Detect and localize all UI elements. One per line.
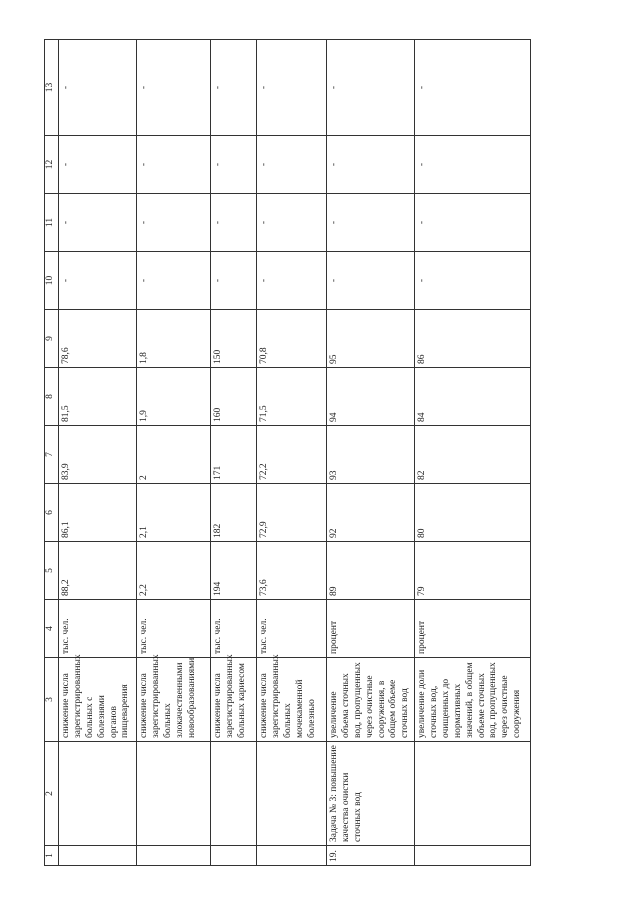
value-cell: 86,1 [59,484,137,542]
value-cell: - [327,194,415,252]
value-cell: 92 [327,484,415,542]
unit: тыс. чел. [137,600,211,658]
value-cell: - [327,252,415,310]
task-name [257,742,327,846]
value-cell: - [211,252,257,310]
value-cell: 86 [415,310,531,368]
value-cell: 2,2 [137,542,211,600]
table-row [59,40,137,866]
value-cell: 1,8 [137,310,211,368]
header-row [45,40,59,866]
value-cell: - [211,136,257,194]
value-cell: - [415,252,531,310]
value-cell: - [257,40,327,136]
value-cell: - [327,136,415,194]
unit: процент [327,600,415,658]
task-name [211,742,257,846]
value-cell: 72,9 [257,484,327,542]
value-cell: 94 [327,368,415,426]
indicator-name: снижение числа зарегистрированных больных кариесом [211,658,257,742]
unit: тыс. чел. [211,600,257,658]
value-cell: 2 [137,426,211,484]
row-number [211,846,257,866]
value-cell: - [137,194,211,252]
task-name [415,742,531,846]
value-cell: 2,1 [137,484,211,542]
row-number [415,846,531,866]
value-cell: 78,6 [59,310,137,368]
header-cell: 13 [45,40,59,136]
header-cell: 2 [45,742,59,846]
value-cell: - [257,136,327,194]
indicator-name: увеличение доли сточных вод, очищенных до нормативных значений, в общем объеме сточных вод, пропущенных через очистные сооружения [415,658,531,742]
value-cell: - [59,252,137,310]
value-cell: - [327,40,415,136]
value-cell: - [211,40,257,136]
value-cell: - [59,40,137,136]
value-cell: - [211,194,257,252]
header-cell: 6 [45,484,59,542]
header-cell: 8 [45,368,59,426]
indicator-name: увеличение объема сточных вод, пропущенных через очистные сооружения, в общем объеме сточных вод [327,658,415,742]
value-cell: 82 [415,426,531,484]
value-cell: - [415,136,531,194]
value-cell: 150 [211,310,257,368]
rotated-table-container [44,40,530,866]
header-cell: 11 [45,194,59,252]
value-cell: 79 [415,542,531,600]
table-row [327,40,415,866]
value-cell: 194 [211,542,257,600]
value-cell: - [257,252,327,310]
value-cell: - [137,40,211,136]
indicator-name: снижение числа зарегистрированных больных с болезнями органов пищеварения [59,658,137,742]
row-number [257,846,327,866]
value-cell: 72,2 [257,426,327,484]
value-cell: 80 [415,484,531,542]
row-number [59,846,137,866]
header-cell: 10 [45,252,59,310]
unit: тыс. чел. [59,600,137,658]
indicators-table [44,39,531,866]
value-cell: 95 [327,310,415,368]
value-cell: 1,9 [137,368,211,426]
task-name [137,742,211,846]
indicator-name: снижение числа зарегистрированных больных мочекаменной болезнью [257,658,327,742]
indicator-name: снижение числа зарегистрированных больных злокачественными новообразованиями [137,658,211,742]
value-cell: - [415,40,531,136]
table-row [415,40,531,866]
value-cell: 83,9 [59,426,137,484]
header-cell: 4 [45,600,59,658]
header-cell: 3 [45,658,59,742]
value-cell: - [59,136,137,194]
header-cell: 12 [45,136,59,194]
header-cell: 7 [45,426,59,484]
value-cell: - [415,194,531,252]
value-cell: - [257,194,327,252]
table-row [211,40,257,866]
task-name [59,742,137,846]
header-cell: 5 [45,542,59,600]
value-cell: 171 [211,426,257,484]
value-cell: 182 [211,484,257,542]
value-cell: 88,2 [59,542,137,600]
value-cell: 160 [211,368,257,426]
table-row [137,40,211,866]
unit: процент [415,600,531,658]
value-cell: 93 [327,426,415,484]
table-row [257,40,327,866]
header-cell: 1 [45,846,59,866]
row-number [137,846,211,866]
value-cell: 71,5 [257,368,327,426]
value-cell: - [137,136,211,194]
task-name: Задача № 3: повышение качества очистки сточных вод [327,742,415,846]
value-cell: - [137,252,211,310]
header-cell: 9 [45,310,59,368]
row-number: 19. [327,846,415,866]
unit: тыс. чел. [257,600,327,658]
value-cell: 81,5 [59,368,137,426]
value-cell: 73,6 [257,542,327,600]
value-cell: - [59,194,137,252]
value-cell: 89 [327,542,415,600]
value-cell: 84 [415,368,531,426]
value-cell: 70,8 [257,310,327,368]
